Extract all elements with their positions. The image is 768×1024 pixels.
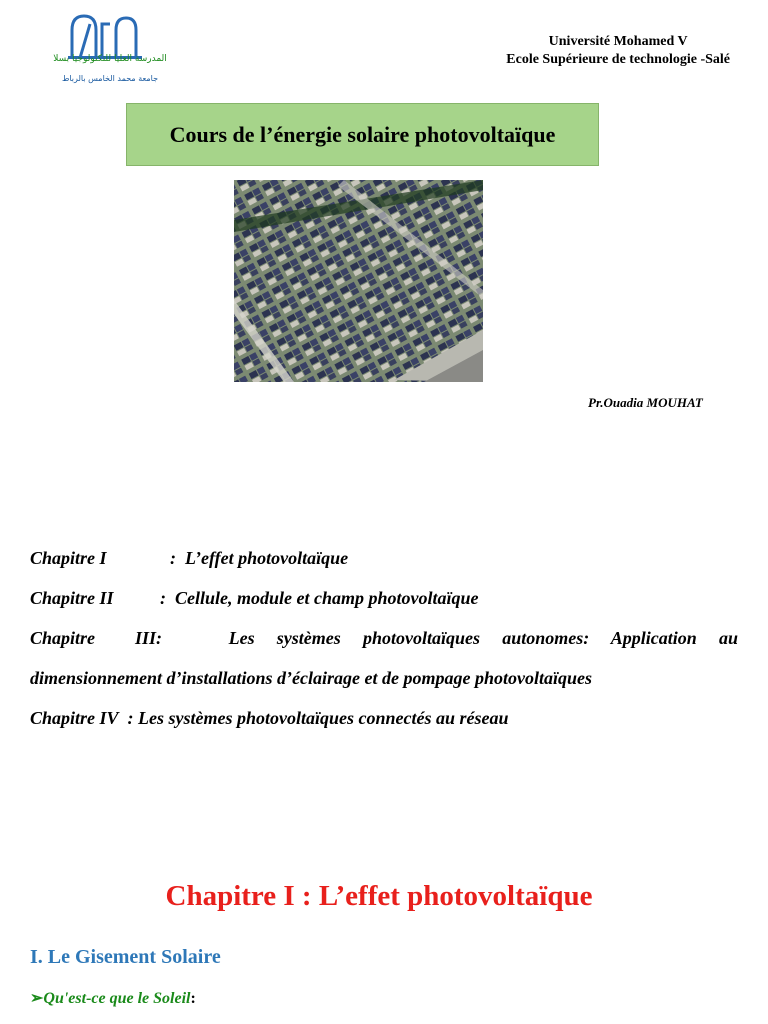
table-of-contents bbox=[30, 538, 738, 738]
toc-text: Les systèmes photovoltaïques connectés au réseau bbox=[138, 708, 509, 728]
bullet-suffix: : bbox=[190, 990, 196, 1007]
school-logo bbox=[40, 10, 180, 90]
toc-text: Cellule, module et champ photovoltaïque bbox=[175, 588, 479, 608]
toc-label: Chapitre I bbox=[30, 548, 107, 568]
toc-colon: : bbox=[156, 628, 229, 648]
toc-item bbox=[30, 578, 738, 618]
toc-colon: : bbox=[160, 588, 175, 608]
logo-text-arabic: المدرسة العليا للتكنولوجيا بسلا bbox=[53, 54, 167, 64]
toc-label: Chapitre IV bbox=[30, 708, 119, 728]
school-name: Ecole Supérieure de technologie -Salé bbox=[506, 52, 730, 67]
toc-item bbox=[30, 618, 738, 658]
bullet-item bbox=[30, 988, 196, 1008]
university-header bbox=[506, 33, 730, 69]
course-title-box bbox=[126, 103, 599, 166]
arrow-bullet-icon: ➢ bbox=[30, 990, 44, 1007]
toc-colon: : bbox=[118, 708, 139, 728]
toc-colon: : bbox=[170, 548, 185, 568]
toc-label: Chapitre II bbox=[30, 588, 114, 608]
toc-item bbox=[30, 698, 738, 738]
chapter-title: Chapitre I : L’effet photovoltaïque bbox=[165, 880, 593, 912]
toc-text: L’effet photovoltaïque bbox=[185, 548, 349, 568]
section-title: I. Le Gisement Solaire bbox=[30, 946, 221, 968]
aerial-photo-solar-houses bbox=[234, 180, 483, 382]
course-title: Cours de l’énergie solaire photovoltaïque bbox=[169, 121, 556, 147]
toc-item bbox=[30, 538, 738, 578]
author-name: Pr.Ouadia MOUHAT bbox=[588, 395, 703, 410]
toc-label: Chapitre III bbox=[30, 628, 156, 648]
toc-text: Les systèmes photovoltaïques autonomes: Application au bbox=[228, 628, 738, 648]
university-name: Université Mohamed V bbox=[548, 34, 688, 49]
toc-item-continuation: dimensionnement d’installations d’éclairage et de pompage photovoltaïques bbox=[30, 668, 592, 688]
logo-text-arabic-2: جامعة محمد الخامس بالرباط bbox=[61, 74, 159, 83]
bullet-question: Qu'est-ce que le Soleil bbox=[43, 990, 191, 1007]
